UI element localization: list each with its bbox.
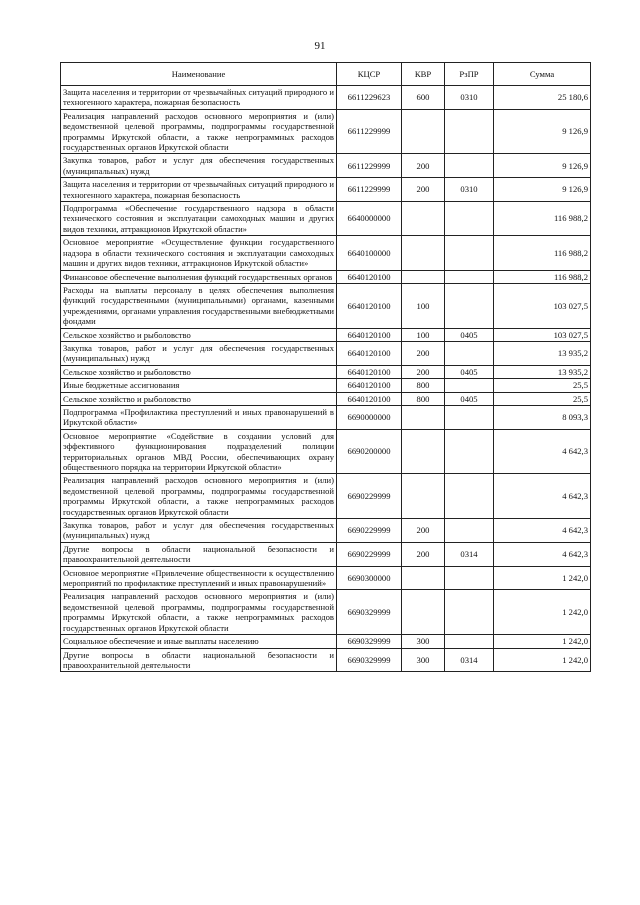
header-kvr: КВР: [402, 63, 445, 86]
cell-sum: 1 242,0: [494, 648, 591, 672]
cell-kcsr: 6611229999: [337, 154, 402, 178]
cell-sum: 103 027,5: [494, 328, 591, 341]
cell-name: Сельское хозяйство и рыболовство: [61, 328, 337, 341]
table-row: [61, 590, 591, 635]
cell-name: Основное мероприятие «Содействие в создании условий для эффективного функционирования подразделений полиции территориальных органов МВД России, обеспечивающих охрану общественного порядка на территории Иркутской области»: [61, 429, 337, 474]
cell-sum: 9 126,9: [494, 109, 591, 154]
cell-sum: 103 027,5: [494, 283, 591, 328]
cell-name: Реализация направлений расходов основного мероприятия и (или) ведомственной целевой программы, подпрограммы государственной программы Иркутской области, а также непрограммных расходов государственных органов Иркутской области: [61, 590, 337, 635]
table-row: [61, 648, 591, 672]
cell-kvr: 800: [402, 392, 445, 405]
table-row: [61, 236, 591, 270]
cell-sum: 9 126,9: [494, 154, 591, 178]
cell-sum: 1 242,0: [494, 635, 591, 648]
cell-kvr: [402, 270, 445, 283]
cell-kvr: 600: [402, 86, 445, 110]
cell-kvr: [402, 474, 445, 519]
table-row: [61, 392, 591, 405]
cell-kvr: [402, 405, 445, 429]
cell-sum: 4 642,3: [494, 429, 591, 474]
cell-name: Основное мероприятие «Осуществление функции государственного надзора в области технического состояния и эксплуатации самоходных машин и других видов техники, аттракционов Иркутской области»: [61, 236, 337, 270]
cell-rzpr: [445, 519, 494, 543]
header-kcsr: КЦСР: [337, 63, 402, 86]
cell-sum: 116 988,2: [494, 202, 591, 236]
cell-rzpr: 0314: [445, 648, 494, 672]
cell-kvr: 100: [402, 328, 445, 341]
cell-rzpr: [445, 283, 494, 328]
cell-sum: 116 988,2: [494, 270, 591, 283]
cell-name: Социальное обеспечение и иные выплаты населению: [61, 635, 337, 648]
cell-name: Закупка товаров, работ и услуг для обеспечения государственных (муниципальных) нужд: [61, 519, 337, 543]
budget-table: [60, 62, 591, 672]
cell-name: Реализация направлений расходов основного мероприятия и (или) ведомственной целевой программы, подпрограммы государственной программы Иркутской области, а также непрограммных расходов государственных органов Иркутской области: [61, 474, 337, 519]
cell-sum: 25,5: [494, 379, 591, 392]
cell-name: Реализация направлений расходов основного мероприятия и (или) ведомственной целевой программы, подпрограммы государственной программы Иркутской области, а также непрограммных расходов государственных органов Иркутской области: [61, 109, 337, 154]
cell-kvr: 800: [402, 379, 445, 392]
table-row: [61, 405, 591, 429]
cell-kcsr: 6690329999: [337, 635, 402, 648]
cell-kcsr: 6690200000: [337, 429, 402, 474]
cell-kcsr: 6611229999: [337, 109, 402, 154]
table-row: [61, 474, 591, 519]
table-row: [61, 519, 591, 543]
cell-sum: 4 642,3: [494, 542, 591, 566]
header-row: [61, 63, 591, 86]
cell-rzpr: [445, 405, 494, 429]
cell-kcsr: 6640120100: [337, 365, 402, 378]
cell-name: Иные бюджетные ассигнования: [61, 379, 337, 392]
cell-kcsr: 6640120100: [337, 283, 402, 328]
cell-kcsr: 6690229999: [337, 542, 402, 566]
cell-rzpr: 0310: [445, 86, 494, 110]
cell-kvr: [402, 590, 445, 635]
cell-sum: 4 642,3: [494, 474, 591, 519]
cell-rzpr: 0310: [445, 178, 494, 202]
cell-kcsr: 6690229999: [337, 474, 402, 519]
cell-kcsr: 6640120100: [337, 379, 402, 392]
cell-kvr: 300: [402, 635, 445, 648]
cell-name: Расходы на выплаты персоналу в целях обеспечения выполнения функций государственными (муниципальными) органами, казенными учреждениями, органами управления государственными внебюджетными фондами: [61, 283, 337, 328]
table-row: [61, 328, 591, 341]
table-row: [61, 429, 591, 474]
cell-name: Основное мероприятие «Привлечение общественности к осуществлению мероприятий по профилактике преступлений и иных правонарушений»: [61, 566, 337, 590]
cell-sum: 8 093,3: [494, 405, 591, 429]
table-header: [61, 63, 591, 86]
cell-rzpr: [445, 429, 494, 474]
cell-name: Закупка товаров, работ и услуг для обеспечения государственных (муниципальных) нужд: [61, 154, 337, 178]
cell-sum: 25 180,6: [494, 86, 591, 110]
cell-sum: 1 242,0: [494, 590, 591, 635]
cell-kvr: [402, 202, 445, 236]
cell-kvr: 200: [402, 154, 445, 178]
cell-kvr: [402, 109, 445, 154]
cell-kvr: 200: [402, 341, 445, 365]
cell-kcsr: 6690229999: [337, 519, 402, 543]
cell-rzpr: [445, 236, 494, 270]
cell-name: Другие вопросы в области национальной безопасности и правоохранительной деятельности: [61, 542, 337, 566]
cell-name: Финансовое обеспечение выполнения функций государственных органов: [61, 270, 337, 283]
cell-rzpr: [445, 474, 494, 519]
cell-rzpr: 0405: [445, 328, 494, 341]
cell-rzpr: [445, 635, 494, 648]
page-number: 91: [314, 40, 326, 52]
cell-rzpr: [445, 270, 494, 283]
table-row: [61, 566, 591, 590]
cell-sum: 25,5: [494, 392, 591, 405]
cell-rzpr: 0405: [445, 392, 494, 405]
cell-kvr: [402, 566, 445, 590]
cell-kcsr: 6611229623: [337, 86, 402, 110]
cell-kcsr: 6611229999: [337, 178, 402, 202]
table-row: [61, 154, 591, 178]
cell-kcsr: 6690329999: [337, 648, 402, 672]
cell-kcsr: 6690000000: [337, 405, 402, 429]
cell-kvr: 300: [402, 648, 445, 672]
cell-rzpr: [445, 566, 494, 590]
cell-sum: 13 935,2: [494, 365, 591, 378]
header-rzpr: РзПР: [445, 63, 494, 86]
cell-kvr: 200: [402, 519, 445, 543]
cell-name: Подпрограмма «Профилактика преступлений и иных правонарушений в Иркутской области»: [61, 405, 337, 429]
table-row: [61, 542, 591, 566]
table-row: [61, 341, 591, 365]
cell-rzpr: 0314: [445, 542, 494, 566]
cell-sum: 1 242,0: [494, 566, 591, 590]
header-sum: Сумма: [494, 63, 591, 86]
table-row: [61, 86, 591, 110]
table-row: [61, 109, 591, 154]
table-row: [61, 379, 591, 392]
cell-rzpr: [445, 590, 494, 635]
cell-sum: 4 642,3: [494, 519, 591, 543]
cell-sum: 13 935,2: [494, 341, 591, 365]
cell-sum: 9 126,9: [494, 178, 591, 202]
cell-name: Сельское хозяйство и рыболовство: [61, 392, 337, 405]
cell-rzpr: 0405: [445, 365, 494, 378]
cell-kvr: 200: [402, 365, 445, 378]
header-name: Наименование: [61, 63, 337, 86]
table-row: [61, 178, 591, 202]
table-row: [61, 270, 591, 283]
cell-rzpr: [445, 341, 494, 365]
cell-name: Другие вопросы в области национальной безопасности и правоохранительной деятельности: [61, 648, 337, 672]
cell-kvr: 100: [402, 283, 445, 328]
cell-rzpr: [445, 109, 494, 154]
cell-kcsr: 6640100000: [337, 236, 402, 270]
cell-kvr: 200: [402, 542, 445, 566]
cell-kcsr: 6640120100: [337, 392, 402, 405]
cell-kcsr: 6640120100: [337, 328, 402, 341]
table-row: [61, 365, 591, 378]
cell-name: Подпрограмма «Обеспечение государственного надзора в области технического состояния и эксплуатации самоходных машин и других видов техники, аттракционов Иркутской области»: [61, 202, 337, 236]
cell-kvr: 200: [402, 178, 445, 202]
cell-name: Защита населения и территории от чрезвычайных ситуаций природного и техногенного характера, пожарная безопасность: [61, 178, 337, 202]
table-row: [61, 283, 591, 328]
cell-kcsr: 6690300000: [337, 566, 402, 590]
cell-kcsr: 6690329999: [337, 590, 402, 635]
cell-kvr: [402, 236, 445, 270]
cell-kvr: [402, 429, 445, 474]
table-row: [61, 635, 591, 648]
cell-kcsr: 6640120100: [337, 270, 402, 283]
table-row: [61, 202, 591, 236]
table-body: [61, 86, 591, 672]
cell-name: Сельское хозяйство и рыболовство: [61, 365, 337, 378]
cell-rzpr: [445, 379, 494, 392]
cell-kcsr: 6640120100: [337, 341, 402, 365]
cell-name: Закупка товаров, работ и услуг для обеспечения государственных (муниципальных) нужд: [61, 341, 337, 365]
cell-rzpr: [445, 202, 494, 236]
cell-name: Защита населения и территории от чрезвычайных ситуаций природного и техногенного характера, пожарная безопасность: [61, 86, 337, 110]
cell-kcsr: 6640000000: [337, 202, 402, 236]
cell-sum: 116 988,2: [494, 236, 591, 270]
cell-rzpr: [445, 154, 494, 178]
